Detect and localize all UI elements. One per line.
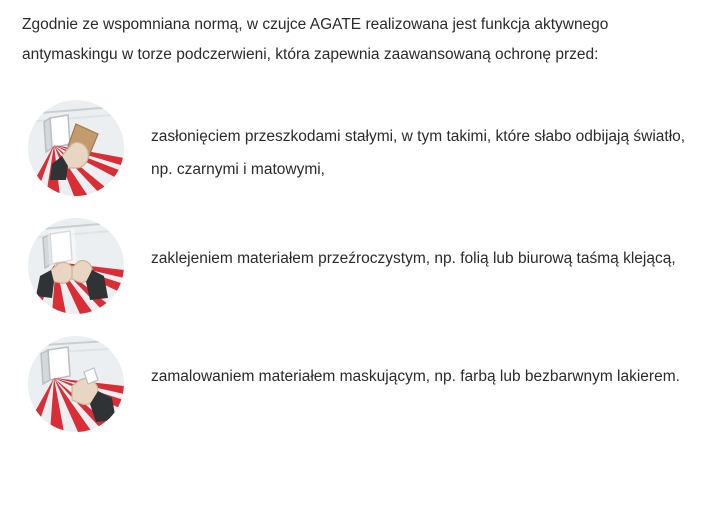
list-item (22, 218, 692, 314)
masking-with-paint-icon (28, 336, 124, 432)
masking-with-solid-obstacle-icon (28, 100, 124, 196)
list-item (22, 100, 692, 196)
intro-paragraph: Zgodnie ze wspomniana normą, w czujce AGATE realizowana jest funkcja aktywnego antymaskingu w torze podczerwieni, która zapewnia zaawansowaną ochronę przed: (22, 16, 609, 63)
list-item-label: zamalowaniem materiałem maskującym, np. farbą lub bezbarwnym lakierem. (151, 368, 680, 385)
list-item-label: zasłonięciem przeszkodami stałymi, w tym takimi, które słabo odbijają światło, np. czarnymi i matowymi, (151, 128, 686, 178)
list-item (22, 336, 692, 432)
masking-threat-list (22, 100, 692, 432)
masking-with-transparent-tape-icon (28, 218, 124, 314)
list-item-label: zaklejeniem materiałem przeźroczystym, np. folią lub biurową taśmą klejącą, (151, 250, 676, 267)
